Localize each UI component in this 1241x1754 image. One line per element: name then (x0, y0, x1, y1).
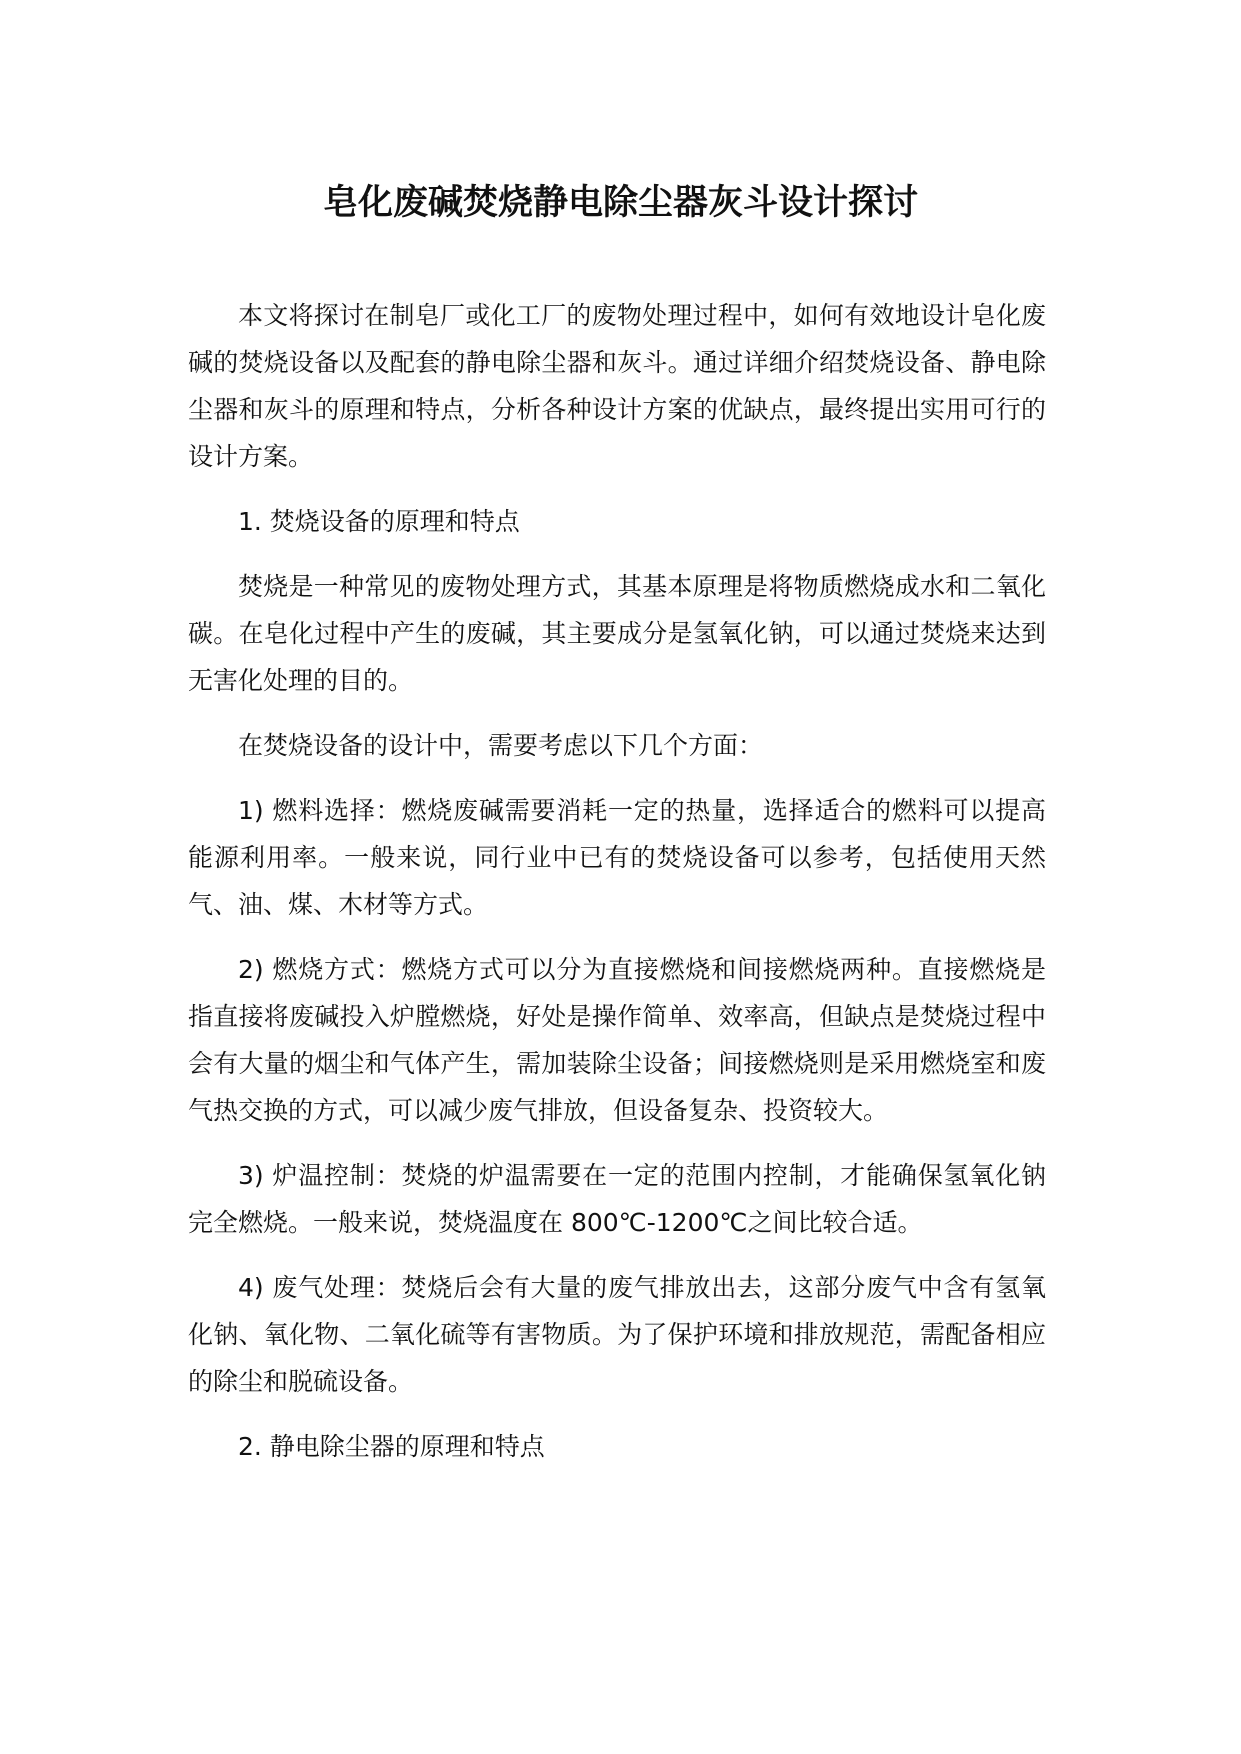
intro-paragraph: 本文将探讨在制皂厂或化工厂的废物处理过程中，如何有效地设计皂化废碱的焚烧设备以及配套的静电除尘器和灰斗。通过详细介绍焚烧设备、静电除尘器和灰斗的原理和特点，分析各种设计方案的优缺点，最终提出实用可行的设计方案。 (188, 301, 1046, 471)
section-heading-incineration: 1. 焚烧设备的原理和特点 (238, 507, 520, 536)
list-item-exhaust-treatment: 4) 废气处理：焚烧后会有大量的废气排放出去，这部分废气中含有氢氧化钠、氧化物、二氧化硫等有害物质。为了保护环境和排放规范，需配备相应的除尘和脱硫设备。 (188, 1273, 1046, 1396)
list-item-temperature-control: 3) 炉温控制：焚烧的炉温需要在一定的范围内控制，才能确保氢氧化钠完全燃烧。一般来说，焚烧温度在 800℃-1200℃之间比较合适。 (188, 1161, 1046, 1237)
document-title: 皂化废碱焚烧静电除尘器灰斗设计探讨 (322, 183, 918, 223)
paragraph-design-considerations: 在焚烧设备的设计中，需要考虑以下几个方面： (238, 731, 764, 760)
paragraph-incineration-principle: 焚烧是一种常见的废物处理方式，其基本原理是将物质燃烧成水和二氧化碳。在皂化过程中产生的废碱，其主要成分是氢氧化钠，可以通过焚烧来达到无害化处理的目的。 (188, 572, 1046, 695)
document-body (188, 292, 1046, 1488)
list-item-fuel-selection: 1) 燃料选择：燃烧废碱需要消耗一定的热量，选择适合的燃料可以提高能源利用率。一般来说，同行业中已有的焚烧设备可以参考，包括使用天然气、油、煤、木材等方式。 (188, 796, 1046, 919)
list-item-combustion-method: 2) 燃烧方式：燃烧方式可以分为直接燃烧和间接燃烧两种。直接燃烧是指直接将废碱投入炉膛燃烧，好处是操作简单、效率高，但缺点是焚烧过程中会有大量的烟尘和气体产生，需加装除尘设备；间接燃烧则是采用燃烧室和废气热交换的方式，可以减少废气排放，但设备复杂、投资较大。 (188, 955, 1046, 1125)
section-heading-electrostatic-precipitator: 2. 静电除尘器的原理和特点 (238, 1432, 545, 1461)
